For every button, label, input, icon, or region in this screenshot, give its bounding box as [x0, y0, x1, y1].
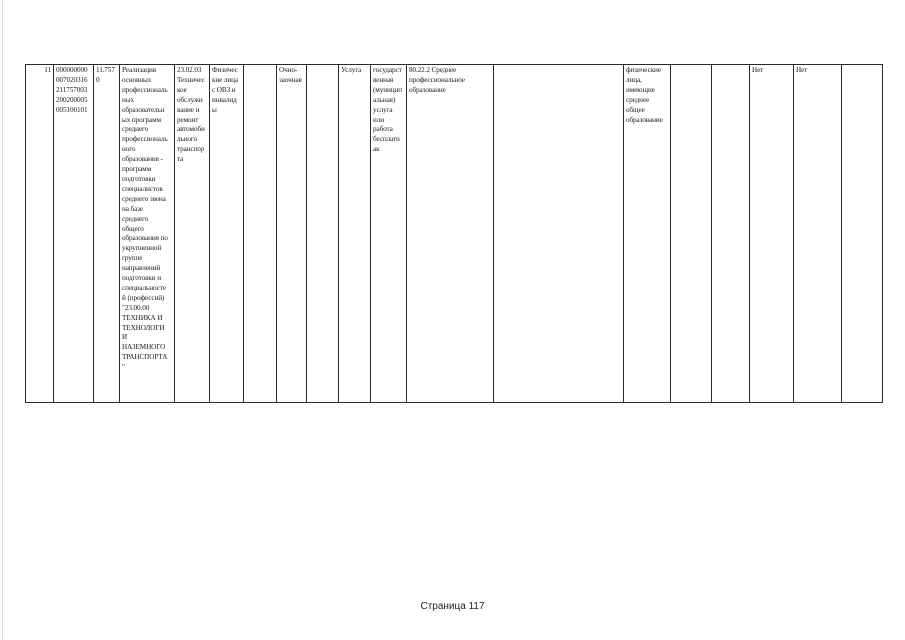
cell-service-name	[120, 65, 175, 403]
cell-line: НАЗЕМНОГО	[122, 343, 166, 352]
cell-line: 200200005	[56, 95, 88, 104]
cell-line: ремонт	[177, 115, 199, 124]
cell-line: Реализация	[122, 66, 156, 74]
cell-okved	[407, 65, 494, 403]
cell-line: Очно-	[279, 66, 298, 74]
cell-line: ы	[212, 105, 217, 114]
cell-line: профессиональ	[122, 135, 168, 144]
cell-line: венная	[373, 75, 394, 84]
cell-line: ТЕХНИКА И	[122, 313, 163, 322]
cell-line: 211757003	[56, 85, 88, 94]
cell-line: ТРАНСПОРТА	[122, 353, 168, 362]
cell-line: укрупненной	[122, 244, 162, 253]
cell-line: лица,	[626, 75, 642, 84]
cell-line: "23.00.00	[122, 303, 150, 312]
cell-line: направлений	[122, 264, 161, 273]
cell-line: й (профессий)	[122, 293, 165, 302]
cell-empty-5	[712, 65, 750, 403]
cell-line: льного	[177, 135, 198, 144]
cell-line: государст	[373, 66, 402, 74]
cell-line: образовательн	[122, 105, 165, 114]
cell-empty-7	[842, 65, 883, 403]
cell-line: программ	[122, 165, 152, 174]
cell-form	[277, 65, 307, 403]
cell-line: образование	[409, 85, 446, 94]
page-number-footer: Страница 117	[420, 601, 485, 612]
cell-line: образования по	[122, 234, 168, 243]
cell-type	[339, 65, 371, 403]
cell-row-number: 11	[26, 65, 54, 403]
page-left-edge-line	[2, 0, 3, 640]
cell-line: группе	[122, 254, 143, 263]
cell-line: (муницип	[373, 85, 402, 94]
cell-line: 11.757	[96, 66, 115, 74]
cell-line: с ОВЗ и	[212, 85, 236, 94]
cell-line: транспор	[177, 145, 205, 154]
cell-line: среднего	[122, 125, 149, 134]
cell-line: Услуга	[341, 66, 362, 74]
cell-line: Физичес	[212, 66, 238, 74]
registry-table	[25, 64, 883, 403]
cell-line: ных	[122, 95, 134, 104]
cell-empty-1	[244, 65, 277, 403]
cell-line: ТЕХНОЛОГИ	[122, 323, 165, 332]
cell-empty-2	[307, 65, 339, 403]
cell-code-short	[94, 65, 120, 403]
cell-line: общее	[626, 105, 645, 114]
cell-line: ых программ	[122, 115, 161, 124]
cell-line: профессиональ	[122, 85, 168, 94]
cell-line: образования -	[122, 155, 163, 164]
cell-registry-code	[54, 65, 94, 403]
cell-empty-4	[671, 65, 712, 403]
cell-line: на базе	[122, 204, 144, 213]
cell-line: кое	[177, 85, 187, 94]
cell-line: Техничес	[177, 75, 205, 84]
cell-line: специалистов	[122, 184, 163, 193]
cell-empty-3	[494, 65, 624, 403]
cell-line: заочная	[279, 75, 302, 84]
cell-line: "	[122, 363, 125, 372]
cell-line: подготовки и	[122, 274, 161, 283]
cell-line: профессиональное	[409, 75, 465, 84]
cell-line: И	[122, 333, 128, 342]
cell-flag-1: Нет	[750, 65, 794, 403]
cell-category	[210, 65, 244, 403]
cell-line: 000000000	[56, 66, 88, 74]
cell-line: кие лица	[212, 75, 238, 84]
cell-line: 80.22.2 Среднее	[409, 66, 457, 74]
cell-line: бесплатн	[373, 135, 400, 144]
cell-paid-status	[371, 65, 407, 403]
cell-line: автомоби	[177, 125, 205, 134]
cell-line: альная)	[373, 95, 396, 104]
cell-line: та	[177, 155, 184, 164]
cell-line: среднего	[122, 214, 149, 223]
cell-line: 005100101	[56, 105, 88, 114]
cell-line: 23.02.03	[177, 66, 202, 74]
cell-line: имеющие	[626, 85, 655, 94]
cell-flag-2: Нет	[794, 65, 842, 403]
cell-line: специальносте	[122, 283, 166, 292]
cell-line: физические	[626, 66, 661, 74]
table-row	[26, 65, 883, 403]
cell-line: общего	[122, 224, 144, 233]
cell-line: ного	[122, 145, 136, 154]
cell-line: среднего звена	[122, 194, 166, 203]
cell-line: 007020316	[56, 75, 88, 84]
cell-line: ак	[373, 145, 380, 154]
cell-line: обслужи	[177, 95, 203, 104]
cell-line: 0	[96, 75, 100, 84]
cell-line: или	[373, 115, 384, 124]
cell-line: работа	[373, 125, 393, 134]
cell-line: услуга	[373, 105, 393, 114]
cell-line: среднее	[626, 95, 650, 104]
cell-line: основных	[122, 75, 152, 84]
cell-consumers	[624, 65, 671, 403]
cell-line: вание и	[177, 105, 200, 114]
cell-line: инвалид	[212, 95, 237, 104]
cell-line: образование	[626, 115, 663, 124]
cell-line: подготовки	[122, 174, 156, 183]
cell-specialty	[175, 65, 210, 403]
